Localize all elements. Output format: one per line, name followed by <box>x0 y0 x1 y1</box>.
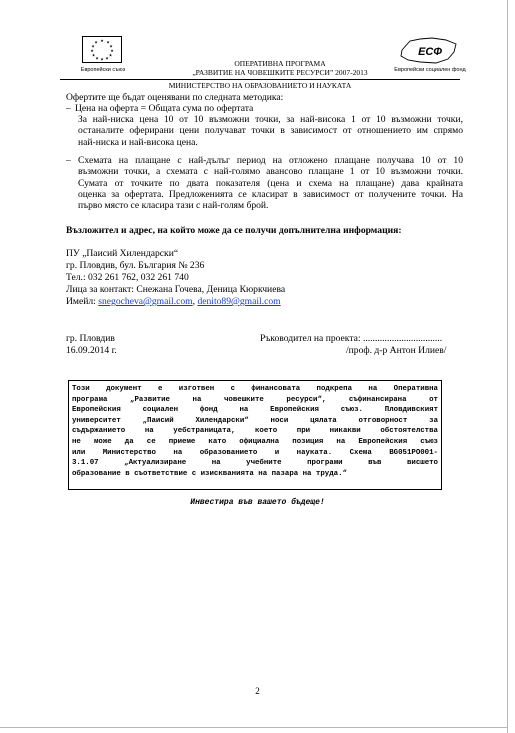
svg-text:★: ★ <box>108 52 113 58</box>
criterion2-line: Сумата от точките по двата показателя (цена и схема на плащане) дава крайната <box>78 177 463 189</box>
criterion2-line: първо място се класира тази с най-голям брой. <box>78 200 269 212</box>
programme-title-line2: „РАЗВИТИЕ НА ЧОВЕШКИТЕ РЕСУРСИ” 2007-2013 <box>192 68 368 77</box>
disclaimer-line: не може да се приеме като официална позиция на Европейския съюз <box>72 437 438 446</box>
svg-text:★: ★ <box>100 56 104 62</box>
criterion1-text <box>78 114 463 148</box>
criterion1-line: най-ниска и най-висока цена. <box>78 136 198 148</box>
svg-text:★: ★ <box>109 43 113 49</box>
esf-label: Европейски социален фонд <box>394 67 466 73</box>
svg-text:★: ★ <box>91 43 95 49</box>
svg-text:★: ★ <box>95 55 99 61</box>
disclaimer-line: Европейския социален фонд на Европейския съюз. Пловдивският <box>72 406 438 415</box>
contact-heading: Възложител и адрес, на който може да се получи допълнителна информация: <box>66 225 402 236</box>
slogan: Инвестира във вашето бъдеще! <box>190 498 325 507</box>
email-separator: , <box>192 296 196 307</box>
eu-flag-icon <box>82 36 122 63</box>
eu-label: Европейски съюз <box>80 67 126 73</box>
criterion2-text <box>78 155 463 211</box>
contact-address: гр. Пловдив, бул. България № 236 <box>66 260 205 271</box>
ministry-heading: МИНИСТЕРСТВО НА ОБРАЗОВАНИЕТО И НАУКАТА <box>60 79 460 90</box>
criterion1-title: Цена на оферта = Общата сума по офертата <box>75 103 254 114</box>
esf-logo-text: ЕСФ <box>418 46 442 58</box>
programme-title <box>160 59 400 77</box>
disclaimer-line: съдържанието на уебстраницата, което при никакви обстоятелства <box>72 427 438 436</box>
criterion1-line: останалите оферирани цени получават точки в зависимост от отношението им спрямо <box>78 125 463 137</box>
criterion2-line: възможни точки, а схемата с най-голямо авансово плащане 1 от 10 възможни точки. <box>78 166 463 178</box>
disclaimer-line: програма „Развитие на човешките ресурси“, съфинансирана от <box>72 395 438 404</box>
criterion2-line: оценка за офертата. Предложенията се класират в зависимост от получените точки. На <box>78 188 463 200</box>
email-label: Имейл: <box>66 296 96 307</box>
programme-title-line1: ОПЕРАТИВНА ПРОГРАМА <box>234 59 326 68</box>
bullet-dash: – <box>66 155 71 166</box>
svg-text:★: ★ <box>110 48 114 53</box>
svg-text:★: ★ <box>91 52 96 58</box>
esf-logo-icon <box>398 36 460 66</box>
contact-email-row <box>66 296 281 307</box>
funding-disclaimer-box <box>68 380 442 490</box>
disclaimer-line: или Министерство на образованието и науката. Схема BG051PO001- <box>72 448 438 457</box>
page-edge-bottom <box>0 727 508 728</box>
disclaimer-line: Този документ е изготвен с финансовата подкрепа на Оперативна <box>72 385 438 393</box>
signature-city: гр. Пловдив <box>66 333 115 344</box>
email-link[interactable]: snegocheva@gmail.com <box>98 296 193 307</box>
page-number: 2 <box>255 686 260 696</box>
contact-org: ПУ „Паисий Хилендарски“ <box>66 248 179 259</box>
svg-text:★: ★ <box>100 38 104 43</box>
contact-persons: Лица за контакт: Снежана Гочева, Деница Кюркчиева <box>66 284 286 295</box>
signature-date: 16.09.2014 г. <box>66 345 117 356</box>
svg-text:★: ★ <box>106 39 110 45</box>
project-leader-label: Ръководител на проекта: ................................. <box>260 333 443 344</box>
criterion1-line: За най-ниска цена 10 от 10 възможни точки, за най-висока 1 от 10 възможни точки, <box>78 114 463 125</box>
method-intro: Офертите ще бъдат оценявани по следната методика: <box>66 92 284 103</box>
disclaimer-line: университет „Паисий Хилендарски“ носи цялата отговорност за <box>72 416 438 425</box>
email-link[interactable]: denito89@gmail.com <box>197 296 281 307</box>
criterion2-line: Схемата на плащане с най-дълъг период на отложено плащане получава 10 от 10 <box>78 155 463 166</box>
disclaimer-line: образование в съответствие с изискванията на пазара на труда.“ <box>72 469 347 478</box>
svg-text:★: ★ <box>94 39 98 45</box>
page-edge-right <box>507 0 508 733</box>
svg-text:★: ★ <box>105 55 109 61</box>
bullet-dash: – <box>66 103 71 114</box>
contact-phone: Тел.: 032 261 762, 032 261 740 <box>66 272 189 283</box>
project-leader-name: /проф. д-р Антон Илиев/ <box>346 345 447 356</box>
svg-text:★: ★ <box>90 48 94 53</box>
disclaimer-line: 3.1.07 „Актуализиране на учебните програми във висшето <box>72 459 438 468</box>
